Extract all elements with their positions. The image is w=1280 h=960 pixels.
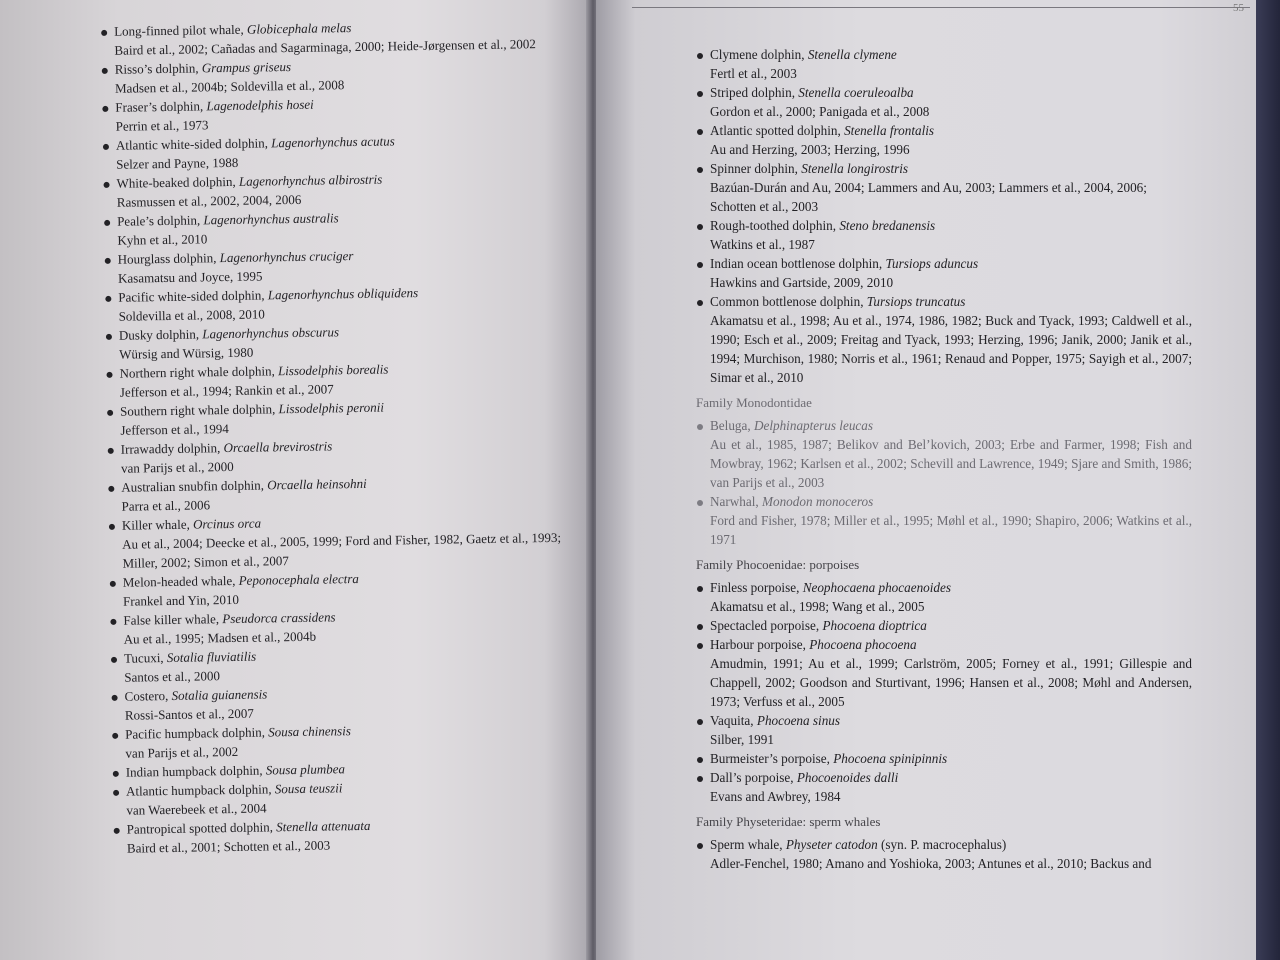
species-entry bbox=[696, 121, 1192, 159]
common-name: False killer whale, bbox=[123, 611, 223, 628]
book-cover-edge bbox=[1256, 0, 1280, 960]
left-species-list bbox=[100, 14, 592, 858]
references: Gordon et al., 2000; Panigada et al., 2008 bbox=[710, 104, 930, 119]
references: Silber, 1991 bbox=[710, 732, 774, 747]
references: Frankel and Yin, 2010 bbox=[122, 591, 239, 609]
species-name bbox=[696, 292, 1192, 311]
species-entry bbox=[696, 216, 1192, 254]
species-entry bbox=[696, 711, 1192, 749]
references: Au and Herzing, 2003; Herzing, 1996 bbox=[710, 142, 910, 157]
common-name: Common bottlenose dolphin, bbox=[710, 294, 867, 309]
scientific-name: Sotalia fluviatilis bbox=[166, 648, 257, 666]
scientific-name: Lagenorhynchus obliquidens bbox=[267, 285, 419, 303]
species-entry bbox=[696, 416, 1192, 492]
scientific-name: Stenella coeruleoalba bbox=[798, 85, 914, 100]
scientific-name: Delphinapterus leucas bbox=[753, 418, 873, 433]
common-name: Tucuxi, bbox=[123, 650, 167, 666]
species-entry bbox=[696, 292, 1192, 387]
references: Watkins et al., 1987 bbox=[710, 237, 815, 252]
references: Amudmin, 1991; Au et al., 1999; Carlström, 2005; Forney et al., 1991; Gillespie and Chappell, 2002; Goodson and Sturtivant, 1996; Hansen et al., 2008; Møhl and Andersen, 1973; Verfuss et al., 2005 bbox=[710, 656, 1192, 709]
common-name: Atlantic spotted dolphin, bbox=[710, 123, 845, 138]
references: Ford and Fisher, 1978; Miller et al., 1995; Møhl et al., 1990; Shapiro, 2006; Watkins et al., 1971 bbox=[710, 513, 1192, 547]
references: Akamatsu et al., 1998; Wang et al., 2005 bbox=[710, 599, 925, 614]
species-name bbox=[696, 254, 1192, 273]
scientific-name: Phocoena phocoena bbox=[809, 637, 917, 652]
scientific-name: Stenella longirostris bbox=[801, 161, 909, 176]
common-name: Rough-toothed dolphin, bbox=[710, 218, 840, 233]
references: Bazúan-Durán and Au, 2004; Lammers and Au, 2003; Lammers et al., 2004, 2006; bbox=[710, 180, 1147, 195]
scientific-name: Globicephala melas bbox=[246, 20, 352, 37]
common-name: Atlantic white-sided dolphin, bbox=[115, 135, 272, 153]
species-name bbox=[696, 768, 1192, 787]
common-name: Pantropical spotted dolphin, bbox=[126, 819, 277, 837]
header-rule bbox=[632, 2, 1250, 14]
page-number: 55 bbox=[1233, 2, 1244, 14]
common-name: Long-finned pilot whale, bbox=[114, 21, 248, 39]
references-continued: Miller, 2002; Simon et al., 2007 bbox=[122, 553, 289, 571]
common-name: Atlantic humpback dolphin, bbox=[125, 781, 275, 799]
common-name: Spinner dolphin, bbox=[710, 161, 802, 176]
species-entry bbox=[696, 578, 1192, 616]
references: Akamatsu et al., 1998; Au et al., 1974, 1986, 1982; Buck and Tyack, 1993; Caldwell et al., 1990; Esch et al., 2009; Freitag and Tyack, 1993; Herzing, 1996; Janik, 2000; Janik et al., 1994; Murchison, 1980; Norris et al., 1961; Renaud and Popper, 1975; Sayigh et al., 2007; Simar et al., 2010 bbox=[710, 313, 1192, 385]
species-name bbox=[696, 83, 1192, 102]
common-name: Indian humpback dolphin, bbox=[125, 762, 266, 780]
species-name bbox=[696, 635, 1192, 654]
species-entry bbox=[696, 635, 1192, 711]
common-name: Pacific white-sided dolphin, bbox=[118, 287, 268, 305]
scientific-name: Lagenorhynchus australis bbox=[203, 210, 339, 228]
scientific-name: Tursiops truncatus bbox=[866, 294, 966, 309]
common-name: Indian ocean bottlenose dolphin, bbox=[710, 256, 886, 271]
family-heading: Family Physeteridae: sperm whales bbox=[696, 814, 881, 829]
references: Baird et al., 2001; Schotten et al., 2003 bbox=[126, 837, 331, 856]
scientific-name: Phocoenoides dalli bbox=[796, 770, 899, 785]
references: Madsen et al., 2004b; Soldevilla et al., 2008 bbox=[114, 77, 345, 96]
species-entry bbox=[113, 812, 592, 858]
family-heading: Family Phocoenidae: porpoises bbox=[696, 557, 860, 572]
common-name: Sperm whale, bbox=[710, 837, 786, 852]
common-name: Harbour porpoise, bbox=[710, 637, 810, 652]
references: Rasmussen et al., 2002, 2004, 2006 bbox=[116, 191, 302, 210]
species-entry bbox=[696, 749, 1192, 768]
references: Baird et al., 2002; Cañadas and Sagarminaga, 2000; Heide-Jørgensen et al., 2002 bbox=[114, 36, 536, 58]
species-entry bbox=[696, 83, 1192, 121]
species-name bbox=[696, 416, 1192, 435]
species-entry bbox=[696, 45, 1192, 83]
scientific-name: Lagenorhynchus cruciger bbox=[219, 248, 354, 266]
common-name: White-beaked dolphin, bbox=[116, 173, 240, 191]
species-entry bbox=[696, 159, 1192, 216]
scientific-name: Pseudorca crassidens bbox=[222, 609, 336, 627]
species-name bbox=[696, 492, 1192, 511]
common-name: Beluga, bbox=[710, 418, 754, 433]
common-name: Burmeister’s porpoise, bbox=[710, 751, 834, 766]
common-name: Pacific humpback dolphin, bbox=[125, 724, 269, 742]
scientific-name: Sousa plumbea bbox=[265, 761, 346, 778]
species-entry bbox=[696, 768, 1192, 806]
common-name: Peale’s dolphin, bbox=[117, 212, 204, 229]
species-entry bbox=[696, 492, 1192, 549]
common-name: Narwhal, bbox=[710, 494, 762, 509]
scientific-name: Lagenorhynchus albirostris bbox=[238, 171, 383, 189]
species-entry bbox=[696, 254, 1192, 292]
scientific-name: Neophocaena phocaenoides bbox=[802, 580, 952, 595]
common-name: Costero, bbox=[124, 687, 172, 704]
scientific-name: Phocoena dioptrica bbox=[822, 618, 927, 633]
references: Perrin et al., 1973 bbox=[115, 117, 209, 134]
common-name: Northern right whale dolphin, bbox=[119, 363, 279, 381]
scientific-name: Lagenodelphis hosei bbox=[206, 96, 314, 114]
scientific-name: Orcaella heinsohni bbox=[267, 475, 367, 493]
species-name bbox=[696, 711, 1192, 730]
scientific-name: Phocoena spinipinnis bbox=[833, 751, 948, 766]
scientific-name: Sousa teuszii bbox=[274, 780, 343, 797]
scientific-name: Lissodelphis peronii bbox=[278, 399, 385, 417]
common-name: Southern right whale dolphin, bbox=[119, 401, 279, 419]
species-entry bbox=[696, 835, 1192, 873]
references: Fertl et al., 2003 bbox=[710, 66, 797, 81]
scientific-name: Monodon monoceros bbox=[762, 494, 874, 509]
scientific-name: Stenella attenuata bbox=[276, 817, 371, 835]
scientific-name: Peponocephala electra bbox=[238, 571, 359, 588]
scientific-name: Phocoena sinus bbox=[756, 713, 841, 728]
references: Jefferson et al., 1994; Rankin et al., 2007 bbox=[119, 381, 334, 400]
common-name: Hourglass dolphin, bbox=[117, 250, 220, 267]
references: Kyhn et al., 2010 bbox=[117, 231, 208, 248]
common-name: Melon-headed whale, bbox=[122, 572, 239, 590]
references: Würsig and Würsig, 1980 bbox=[119, 344, 254, 362]
right-page bbox=[596, 0, 1256, 960]
species-name bbox=[696, 121, 1192, 140]
species-name bbox=[696, 835, 1192, 854]
references: Hawkins and Gartside, 2009, 2010 bbox=[710, 275, 894, 290]
synonym-note: (syn. P. macrocephalus) bbox=[877, 837, 1007, 852]
references: van Parijs et al., 2002 bbox=[125, 743, 239, 761]
common-name: Spectacled porpoise, bbox=[710, 618, 823, 633]
references: Kasamatsu and Joyce, 1995 bbox=[117, 268, 263, 286]
references: Soldevilla et al., 2008, 2010 bbox=[118, 306, 265, 324]
references: van Parijs et al., 2000 bbox=[120, 458, 234, 476]
species-entry bbox=[108, 508, 592, 573]
scientific-name: Physeter catodon bbox=[785, 837, 878, 852]
common-name: Clymene dolphin, bbox=[710, 47, 808, 62]
species-name bbox=[696, 159, 1192, 178]
scientific-name: Tursiops aduncus bbox=[885, 256, 979, 271]
family-heading: Family Monodontidae bbox=[696, 395, 812, 410]
references: Au et al., 2004; Deecke et al., 2005, 1999; Ford and Fisher, 1982, Gaetz et al., 1993; bbox=[122, 529, 562, 552]
references: van Waerebeek et al., 2004 bbox=[126, 800, 267, 818]
species-name bbox=[696, 45, 1192, 64]
scientific-name: Steno bredanensis bbox=[839, 218, 936, 233]
references: Adler-Fenchel, 1980; Amano and Yoshioka, 2003; Antunes et al., 2010; Backus and bbox=[710, 856, 1152, 871]
scientific-name: Sousa chinensis bbox=[268, 723, 351, 740]
references: Evans and Awbrey, 1984 bbox=[710, 789, 841, 804]
references: Parra et al., 2006 bbox=[121, 497, 211, 514]
species-name bbox=[696, 616, 1192, 635]
common-name: Striped dolphin, bbox=[710, 85, 799, 100]
scientific-name: Orcinus orca bbox=[192, 515, 262, 532]
species-name bbox=[696, 749, 1192, 768]
scientific-name: Stenella clymene bbox=[807, 47, 897, 62]
scientific-name: Lagenorhynchus obscurus bbox=[202, 324, 340, 342]
references: Selzer and Payne, 1988 bbox=[116, 154, 239, 172]
right-species-list bbox=[696, 45, 1192, 873]
species-entry bbox=[696, 616, 1192, 635]
scientific-name: Lagenorhynchus acutus bbox=[271, 133, 395, 151]
scientific-name: Sotalia guianensis bbox=[171, 686, 268, 703]
species-name bbox=[696, 216, 1192, 235]
left-page bbox=[0, 0, 592, 960]
common-name: Irrawaddy dolphin, bbox=[120, 440, 224, 457]
references: Au et al., 1995; Madsen et al., 2004b bbox=[123, 628, 317, 647]
references: Au et al., 1985, 1987; Belikov and Bel’kovich, 2003; Erbe and Farmer, 1998; Fish and Mowbray, 1962; Karlsen et al., 2002; Schevill and Lawrence, 1949; Sjare and Smith, 1986; van Parijs et al., 2003 bbox=[710, 437, 1192, 490]
common-name: Risso’s dolphin, bbox=[114, 60, 202, 77]
common-name: Dusky dolphin, bbox=[118, 326, 203, 343]
common-name: Killer whale, bbox=[121, 516, 194, 533]
references: Santos et al., 2000 bbox=[124, 668, 221, 685]
common-name: Finless porpoise, bbox=[710, 580, 803, 595]
common-name: Australian snubfin dolphin, bbox=[121, 477, 268, 495]
species-name bbox=[696, 578, 1192, 597]
scientific-name: Lissodelphis borealis bbox=[277, 361, 389, 379]
scientific-name: Stenella frontalis bbox=[844, 123, 935, 138]
common-name: Vaquita, bbox=[710, 713, 757, 728]
scientific-name: Orcaella brevirostris bbox=[223, 438, 333, 456]
references: Jefferson et al., 1994 bbox=[120, 421, 229, 438]
scientific-name: Grampus griseus bbox=[201, 59, 292, 76]
common-name: Dall’s porpoise, bbox=[710, 770, 797, 785]
common-name: Fraser’s dolphin, bbox=[115, 98, 207, 115]
references: Rossi-Santos et al., 2007 bbox=[124, 705, 254, 723]
references-continued: Schotten et al., 2003 bbox=[710, 199, 819, 214]
